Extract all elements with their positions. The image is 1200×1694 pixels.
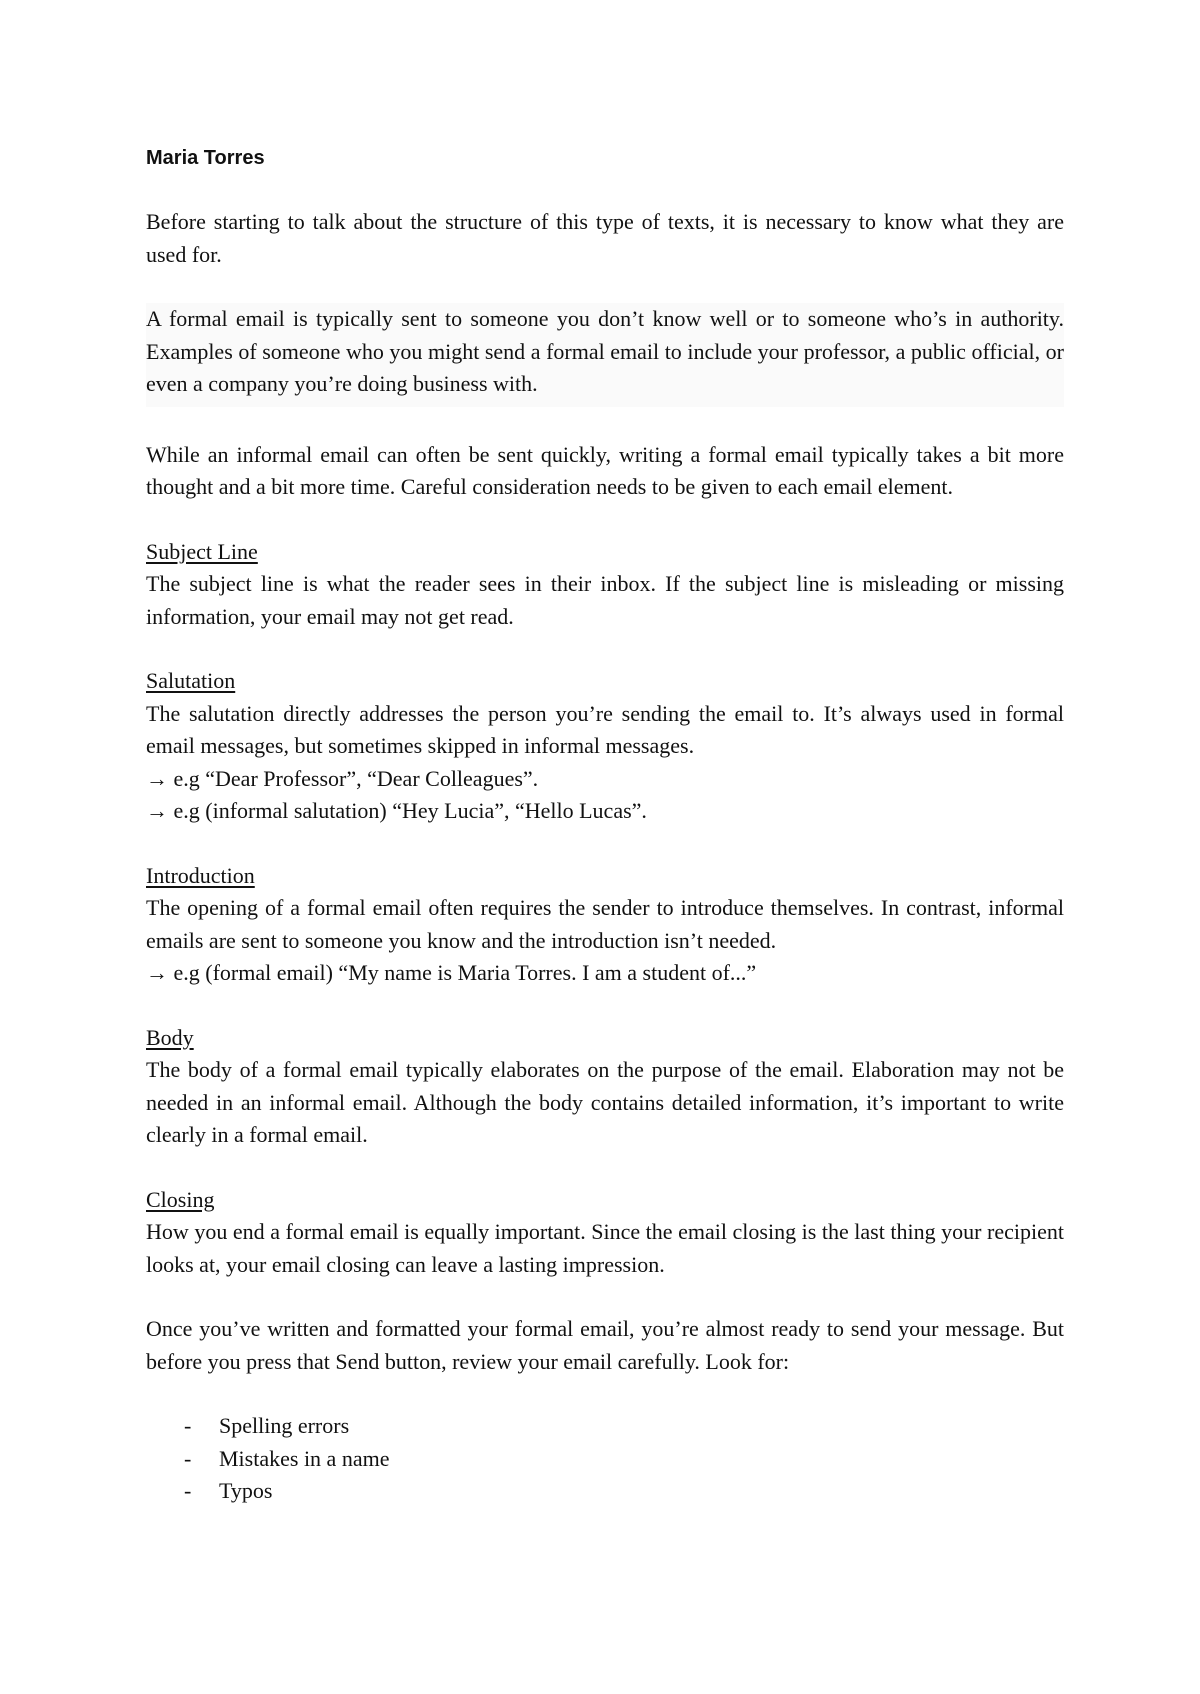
section-text: The body of a formal email typically elaborates on the purpose of the email. Elaboration may not be needed in an informal email. Although the body contains detailed information, it’s important to write clearly in a formal email. — [146, 1057, 1064, 1147]
list-dash: - — [184, 1413, 192, 1438]
review-paragraph: Once you’ve written and formatted your formal email, you’re almost ready to send your message. But before you press that Send button, review your email carefully. Look for: — [146, 1316, 1064, 1374]
highlighted-block — [146, 303, 1064, 407]
informal-email-paragraph: While an informal email can often be sent quickly, writing a formal email typically takes a bit more thought and a bit more time. Careful consideration needs to be given to each email element. — [146, 441, 1064, 499]
list-item-text: Typos — [219, 1478, 273, 1503]
section-heading: Subject Line — [146, 538, 258, 564]
list-dash: - — [184, 1445, 192, 1471]
example-line: → e.g (informal salutation) “Hey Lucia”, “Hello Lucas”. — [146, 798, 647, 823]
section-text: How you end a formal email is equally important. Since the email closing is the last thing your recipient looks at, your email closing can leave a lasting impression. — [146, 1219, 1064, 1277]
section-closing — [146, 1184, 1064, 1282]
section-heading: Body — [146, 1024, 194, 1050]
example-line: → e.g (formal email) “My name is Maria Torres. I am a student of...” — [146, 960, 757, 985]
section-text: The opening of a formal email often requires the sender to introduce themselves. In contrast, informal emails are sent to someone you know and the introduction isn’t needed. — [146, 895, 1064, 953]
section-heading: Salutation — [146, 668, 236, 693]
document-body — [146, 142, 1064, 1508]
formal-email-paragraph: A formal email is typically sent to someone you don’t know well or to someone who’s in authority. Examples of someone who you might send a formal email to include your professor, a public official, or even a company you’re doing business with. — [146, 306, 1064, 396]
list-dash: - — [184, 1478, 192, 1503]
section-text: The salutation directly addresses the person you’re sending the email to. It’s always used in formal email messages, but sometimes skipped in informal messages. — [146, 700, 1064, 758]
list-item-text: Mistakes in a name — [219, 1445, 390, 1471]
list-item-text: Spelling errors — [219, 1413, 350, 1438]
intro-paragraph: Before starting to talk about the structure of this type of texts, it is necessary to know what they are used for. — [146, 209, 1064, 267]
list-item — [146, 1475, 1064, 1508]
section-subject-line — [146, 536, 1064, 634]
section-introduction — [146, 860, 1064, 990]
example-line: → e.g “Dear Professor”, “Dear Colleagues”. — [146, 765, 539, 791]
section-body — [146, 1022, 1064, 1152]
section-heading: Introduction — [146, 862, 255, 888]
list-item — [146, 1410, 1064, 1443]
section-salutation — [146, 665, 1064, 828]
author-name: Maria Torres — [146, 147, 265, 169]
review-checklist — [146, 1410, 1064, 1508]
section-heading: Closing — [146, 1186, 215, 1212]
section-text: The subject line is what the reader sees in their inbox. If the subject line is misleading or missing information, your email may not get read. — [146, 571, 1064, 629]
list-item — [146, 1443, 1064, 1476]
